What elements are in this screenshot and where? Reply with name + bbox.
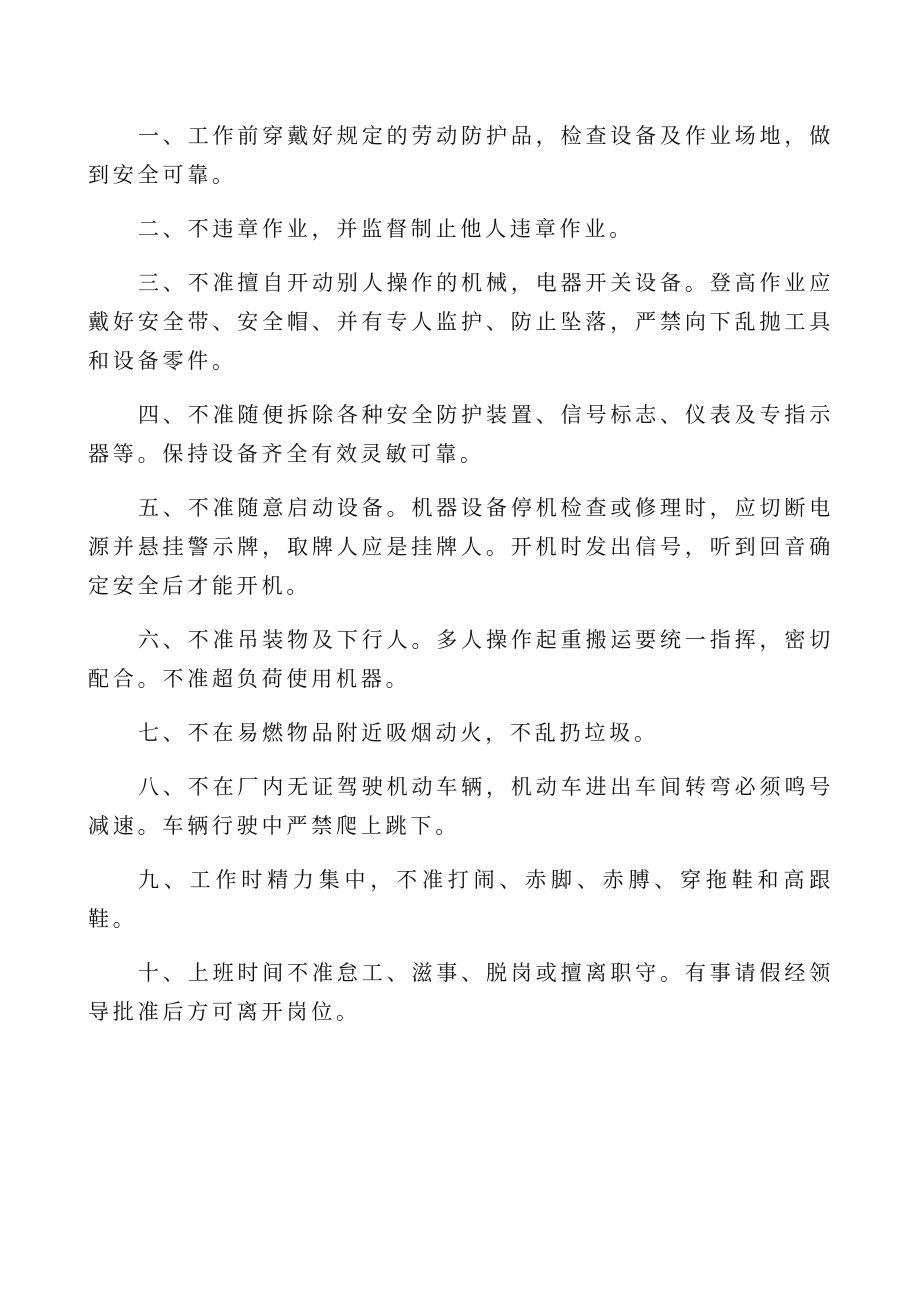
- rule-paragraph-1: 一、工作前穿戴好规定的劳动防护品，检查设备及作业场地，做到安全可靠。: [88, 124, 834, 187]
- rule-paragraph-5: 五、不准随意启动设备。机器设备停机检查或修理时，应切断电源并悬挂警示牌，取牌人应是挂牌人。开机时发出信号，听到回音确定安全后才能开机。: [88, 496, 834, 598]
- rule-paragraph-6: 六、不准吊装物及下行人。多人操作起重搬运要统一指挥，密切配合。不准超负荷使用机器。: [88, 628, 834, 691]
- rule-paragraph-3: 三、不准擅自开动别人操作的机械，电器开关设备。登高作业应戴好安全带、安全帽、并有专人监护、防止坠落，严禁向下乱抛工具和设备零件。: [88, 271, 834, 373]
- rule-paragraph-8: 八、不在厂内无证驾驶机动车辆，机动车进出车间转弯必须鸣号减速。车辆行驶中严禁爬上跳下。: [88, 775, 834, 838]
- rule-paragraph-7: 七、不在易燃物品附近吸烟动火，不乱扔垃圾。: [138, 721, 659, 745]
- rule-paragraph-4: 四、不准随便拆除各种安全防护装置、信号标志、仪表及专指示器等。保持设备齐全有效灵敏可靠。: [88, 403, 834, 466]
- rule-paragraph-10: 十、上班时间不准怠工、滋事、脱岗或擅离职守。有事请假经领导批准后方可离开岗位。: [88, 961, 834, 1024]
- rule-paragraph-2: 二、不违章作业，并监督制止他人违章作业。: [138, 217, 634, 241]
- document-body: [88, 117, 834, 1047]
- rule-paragraph-9: 九、工作时精力集中，不准打闹、赤脚、赤膊、穿拖鞋和高跟鞋。: [88, 868, 834, 931]
